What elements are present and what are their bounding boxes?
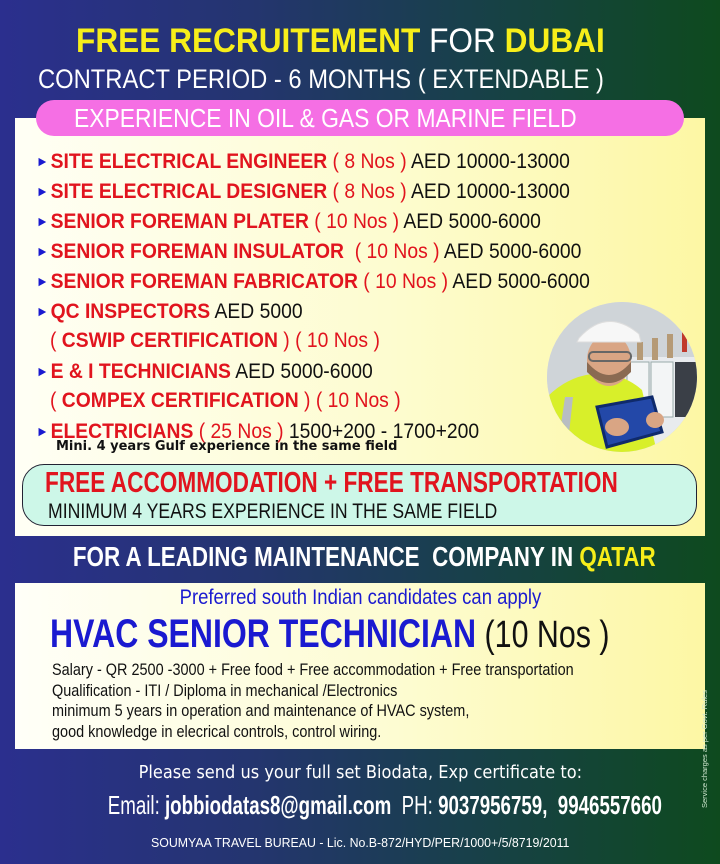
right-triangle-icon: ► <box>36 183 49 199</box>
benefits-experience <box>48 500 583 524</box>
headline-free-recruitment: FREE RECRUITEMENT <box>75 22 421 60</box>
job-certification <box>36 386 576 416</box>
hvac-knowledge: good knowledge in elecrical controls, control wiring. <box>52 721 382 741</box>
hvac-experience: minimum 5 years in operation and maintenance of HVAC system, <box>52 701 470 720</box>
job-title: SENIOR FOREMAN FABRICATOR <box>50 270 358 293</box>
service-charges-note: Service charges as per Govt. Rules <box>700 690 709 808</box>
hvac-qualification: Qualification - ITI / Diploma in mechanical /Electronics <box>52 680 398 700</box>
headline <box>0 22 720 61</box>
job-salary: 1500+200 - 1700+200 <box>288 420 480 443</box>
job-qty: ( 10 Nos ) <box>343 240 444 263</box>
job-title: SITE ELECTRICAL DESIGNER <box>50 180 328 203</box>
paren-open: ( <box>50 329 62 352</box>
hvac-qty: (10 Nos ) <box>476 614 610 656</box>
headline-for: FOR <box>420 22 505 60</box>
right-triangle-icon: ► <box>36 363 49 379</box>
send-biodata-text: Please send us your full set Biodata, Exp certificate to: <box>138 762 582 783</box>
experience-banner-text: EXPERIENCE IN OIL & GAS OR MARINE FIELD <box>74 103 578 133</box>
headline-dubai: DUBAI <box>504 22 605 60</box>
benefits-box <box>22 464 697 526</box>
job-title: SENIOR FOREMAN INSULATOR <box>50 240 344 263</box>
job-item <box>36 236 582 266</box>
contract-period-text: CONTRACT PERIOD - 6 MONTHS ( EXTENDABLE ) <box>38 64 605 94</box>
hvac-salary: Salary - QR 2500 -3000 + Free food + Free accommodation + Free transportation <box>52 660 574 679</box>
right-triangle-icon: ► <box>36 423 49 439</box>
hvac-details <box>52 660 666 742</box>
send-biodata-instruction <box>0 762 720 783</box>
benefits-experience-text: MINIMUM 4 YEARS EXPERIENCE IN THE SAME FIELD <box>48 500 498 523</box>
hvac-title <box>50 612 720 657</box>
right-triangle-icon: ► <box>36 153 49 169</box>
right-triangle-icon: ► <box>36 303 49 319</box>
phone-label: PH: <box>391 790 439 820</box>
job-salary: AED 5000 <box>214 300 303 323</box>
job-qty: ( 25 Nos ) <box>193 420 289 443</box>
job-salary: AED 10000-13000 <box>410 180 570 203</box>
contract-period <box>0 64 720 95</box>
experience-banner <box>36 100 684 136</box>
right-triangle-icon: ► <box>36 243 49 259</box>
certification-name: CSWIP CERTIFICATION <box>61 329 278 352</box>
job-item <box>36 416 576 446</box>
job-qty: ( 8 Nos ) <box>327 180 411 203</box>
phone-numbers[interactable]: 9037956759, 9946557660 <box>438 790 662 820</box>
job-salary: AED 5000-6000 <box>403 210 541 233</box>
job-title: E & I TECHNICIANS <box>50 360 231 383</box>
job-title: SENIOR FOREMAN PLATER <box>50 210 309 233</box>
job-salary: AED 5000-6000 <box>452 270 590 293</box>
job-salary: AED 5000-6000 <box>443 240 582 263</box>
job-qty: ) ( 10 Nos ) <box>277 329 380 352</box>
job-item <box>36 296 576 326</box>
certification-name: COMPEX CERTIFICATION <box>61 389 299 412</box>
job-list <box>36 146 590 454</box>
email-label: Email: <box>107 790 165 820</box>
job-salary: AED 10000-13000 <box>410 150 570 173</box>
job-item <box>36 176 576 206</box>
qatar-company-line <box>0 541 720 573</box>
job-title: ELECTRICIANS <box>50 420 194 443</box>
preferred-candidates-text: Preferred south Indian candidates can apply <box>179 586 541 609</box>
job-qty: ( 10 Nos ) <box>357 270 453 293</box>
contact-line <box>0 790 720 821</box>
license-text: SOUMYAA TRAVEL BUREAU - Lic. No.B-872/HYD/PER/1000+/5/8719/2011 <box>150 835 570 850</box>
benefits-headline-text: FREE ACCOMMODATION + FREE TRANSPORTATION <box>45 467 618 499</box>
right-triangle-icon: ► <box>36 213 49 229</box>
job-item <box>36 356 576 386</box>
worker-with-tablet-photo <box>547 302 697 452</box>
preferred-candidates <box>0 586 720 610</box>
job-certification <box>36 326 576 356</box>
job-item <box>36 146 576 176</box>
job-item <box>36 206 576 236</box>
job-qty: ( 8 Nos ) <box>327 150 411 173</box>
job-qty: ( 10 Nos ) <box>308 210 404 233</box>
job-item <box>36 266 590 296</box>
job-title: SITE ELECTRICAL ENGINEER <box>50 150 328 173</box>
job-qty: ) ( 10 Nos ) <box>298 389 401 412</box>
benefits-headline <box>45 467 720 500</box>
hvac-job-title: HVAC SENIOR TECHNICIAN <box>50 612 477 656</box>
qatar-country: QATAR <box>579 541 656 572</box>
email-link[interactable]: jobbiodatas8@gmail.com <box>164 790 392 820</box>
gulf-experience-note: Mini. 4 years Gulf experience in the same field <box>56 439 398 454</box>
license-info <box>0 835 720 850</box>
job-salary: AED 5000-6000 <box>235 360 373 383</box>
paren-open: ( <box>50 389 62 412</box>
qatar-prefix: FOR A LEADING MAINTENANCE COMPANY IN <box>72 541 580 572</box>
job-title: QC INSPECTORS <box>50 300 211 323</box>
right-triangle-icon: ► <box>36 273 49 289</box>
